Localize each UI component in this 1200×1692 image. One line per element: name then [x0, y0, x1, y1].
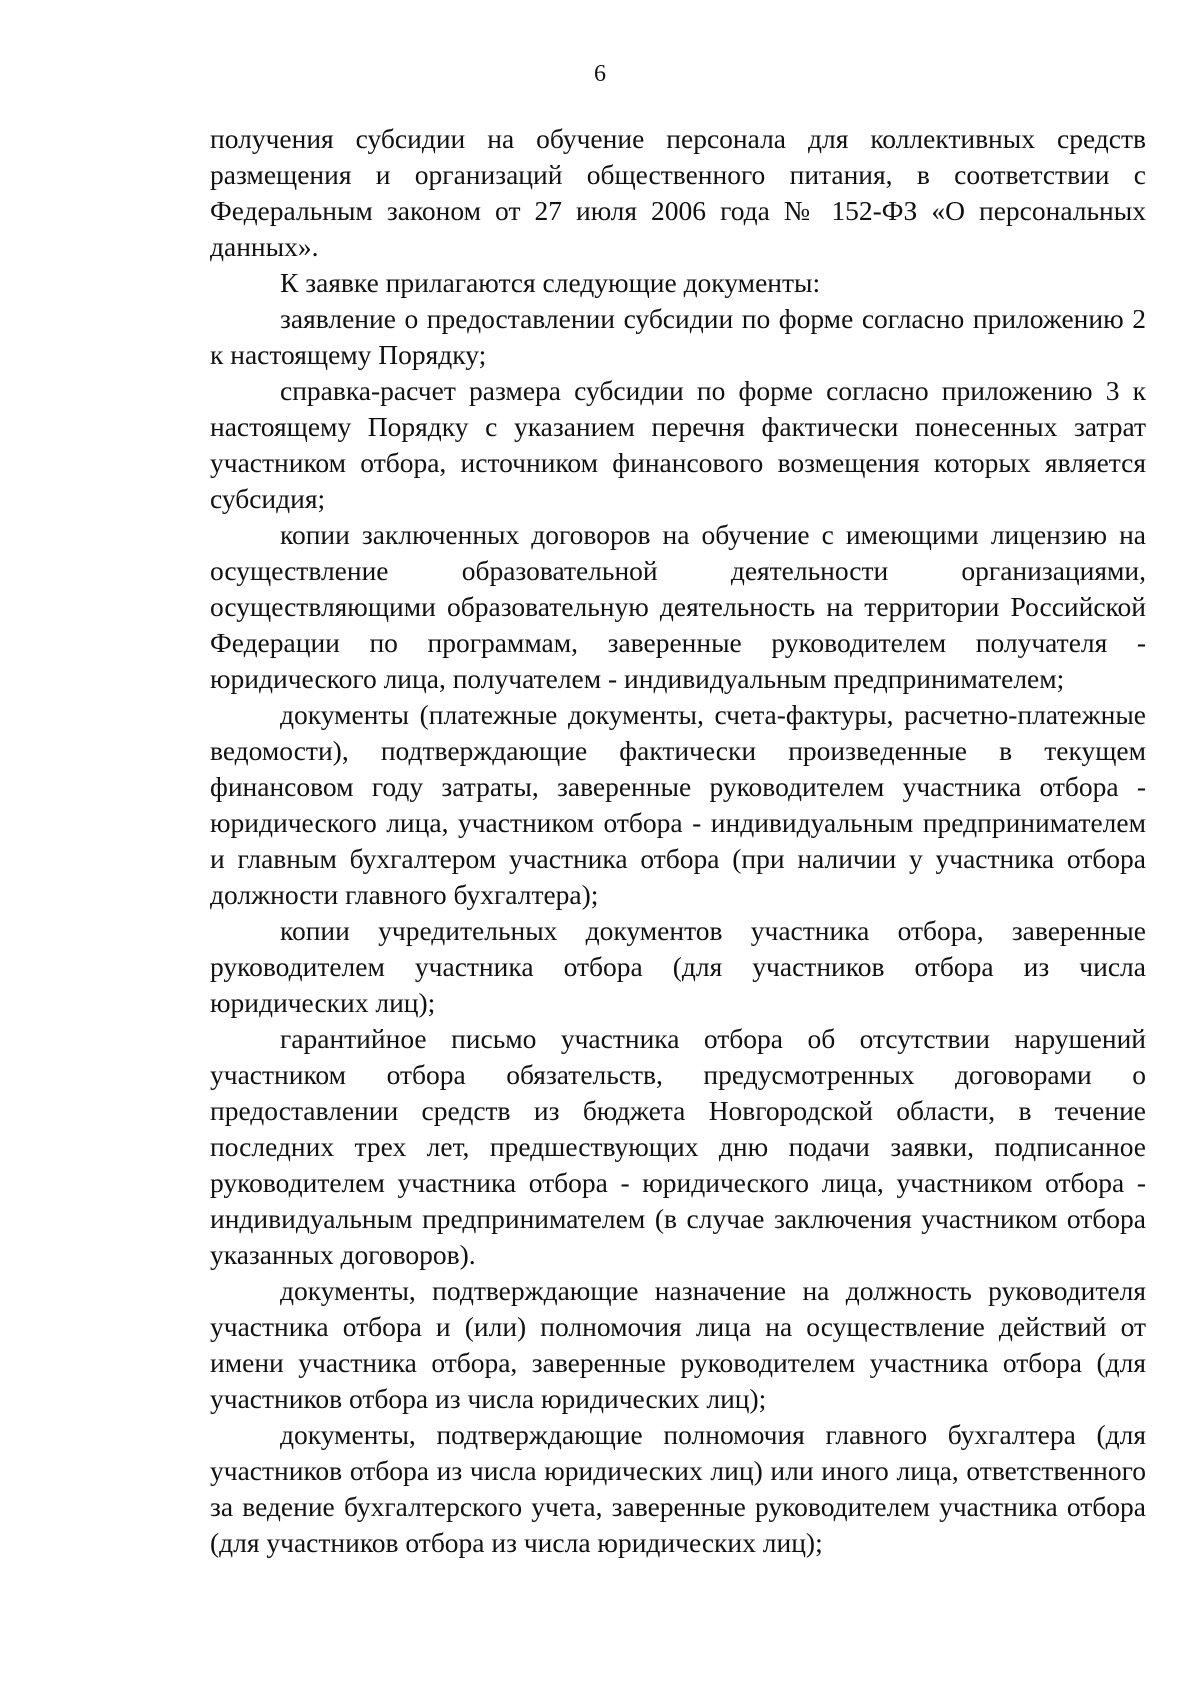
paragraph-training-contracts: копии заключенных договоров на обучение с имеющими лицензию на осуществление образовательной деятельности организациями, осуществляющими образовательную деятельность на территории Российской Федерации по программам, заверенные руководителем получателя - юридического лица, получателем - индивидуальным предпринимателем; [210, 519, 1146, 694]
paragraph-director-authority: документы, подтверждающие назначение на должность руководителя участника отбора и (или) полномочия лица на осуществление действий от имени участника отбора, заверенные руководителем участника отбора (для участников отбора из числа юридических лиц); [210, 1275, 1146, 1414]
paragraph-attached-documents-intro: К заявке прилагаются следующие документы: [280, 267, 821, 298]
document-body [210, 121, 1146, 1561]
paragraph-payment-documents: документы (платежные документы, счета-фактуры, расчетно-платежные ведомости), подтверждающие фактически произведенные в текущем финансовом году затраты, заверенные руководителем участника отбора - юридического лица, участником отбора - индивидуальным предпринимателем и главным бухгалтером участника отбора (при наличии у участника отбора должности главного бухгалтера); [210, 699, 1146, 910]
paragraph-application-form: заявление о предоставлении субсидии по форме согласно приложению 2 к настоящему Порядку; [210, 303, 1146, 370]
page-number: 6 [594, 61, 606, 87]
paragraph-consent-continuation: получения субсидии на обучение персонала для коллективных средств размещения и организаций общественного питания, в соответствии с Федеральным законом от 27 июля 2006 года № 152-ФЗ «О персональных данных». [210, 123, 1146, 262]
paragraph-guarantee-letter: гарантийное письмо участника отбора об отсутствии нарушений участником отбора обязательств, предусмотренных договорами о предоставлении средств из бюджета Новгородской области, в течение последних трех лет, предшествующих дню подачи заявки, подписанное руководителем участника отбора - юридического лица, участником отбора - индивидуальным предпринимателем (в случае заключения участником отбора указанных договоров). [210, 1023, 1146, 1270]
paragraph-founding-documents: копии учредительных документов участника отбора, заверенные руководителем участника отбора (для участников отбора из числа юридических лиц); [210, 915, 1146, 1018]
paragraph-subsidy-calculation: справка-расчет размера субсидии по форме согласно приложению 3 к настоящему Порядку с указанием перечня фактически понесенных затрат участником отбора, источником финансового возмещения которых является субсидия; [210, 375, 1146, 514]
paragraph-accountant-authority: документы, подтверждающие полномочия главного бухгалтера (для участников отбора из числа юридических лиц) или иного лица, ответственного за ведение бухгалтерского учета, заверенные руководителем участника отбора (для участников отбора из числа юридических лиц); [210, 1419, 1146, 1558]
